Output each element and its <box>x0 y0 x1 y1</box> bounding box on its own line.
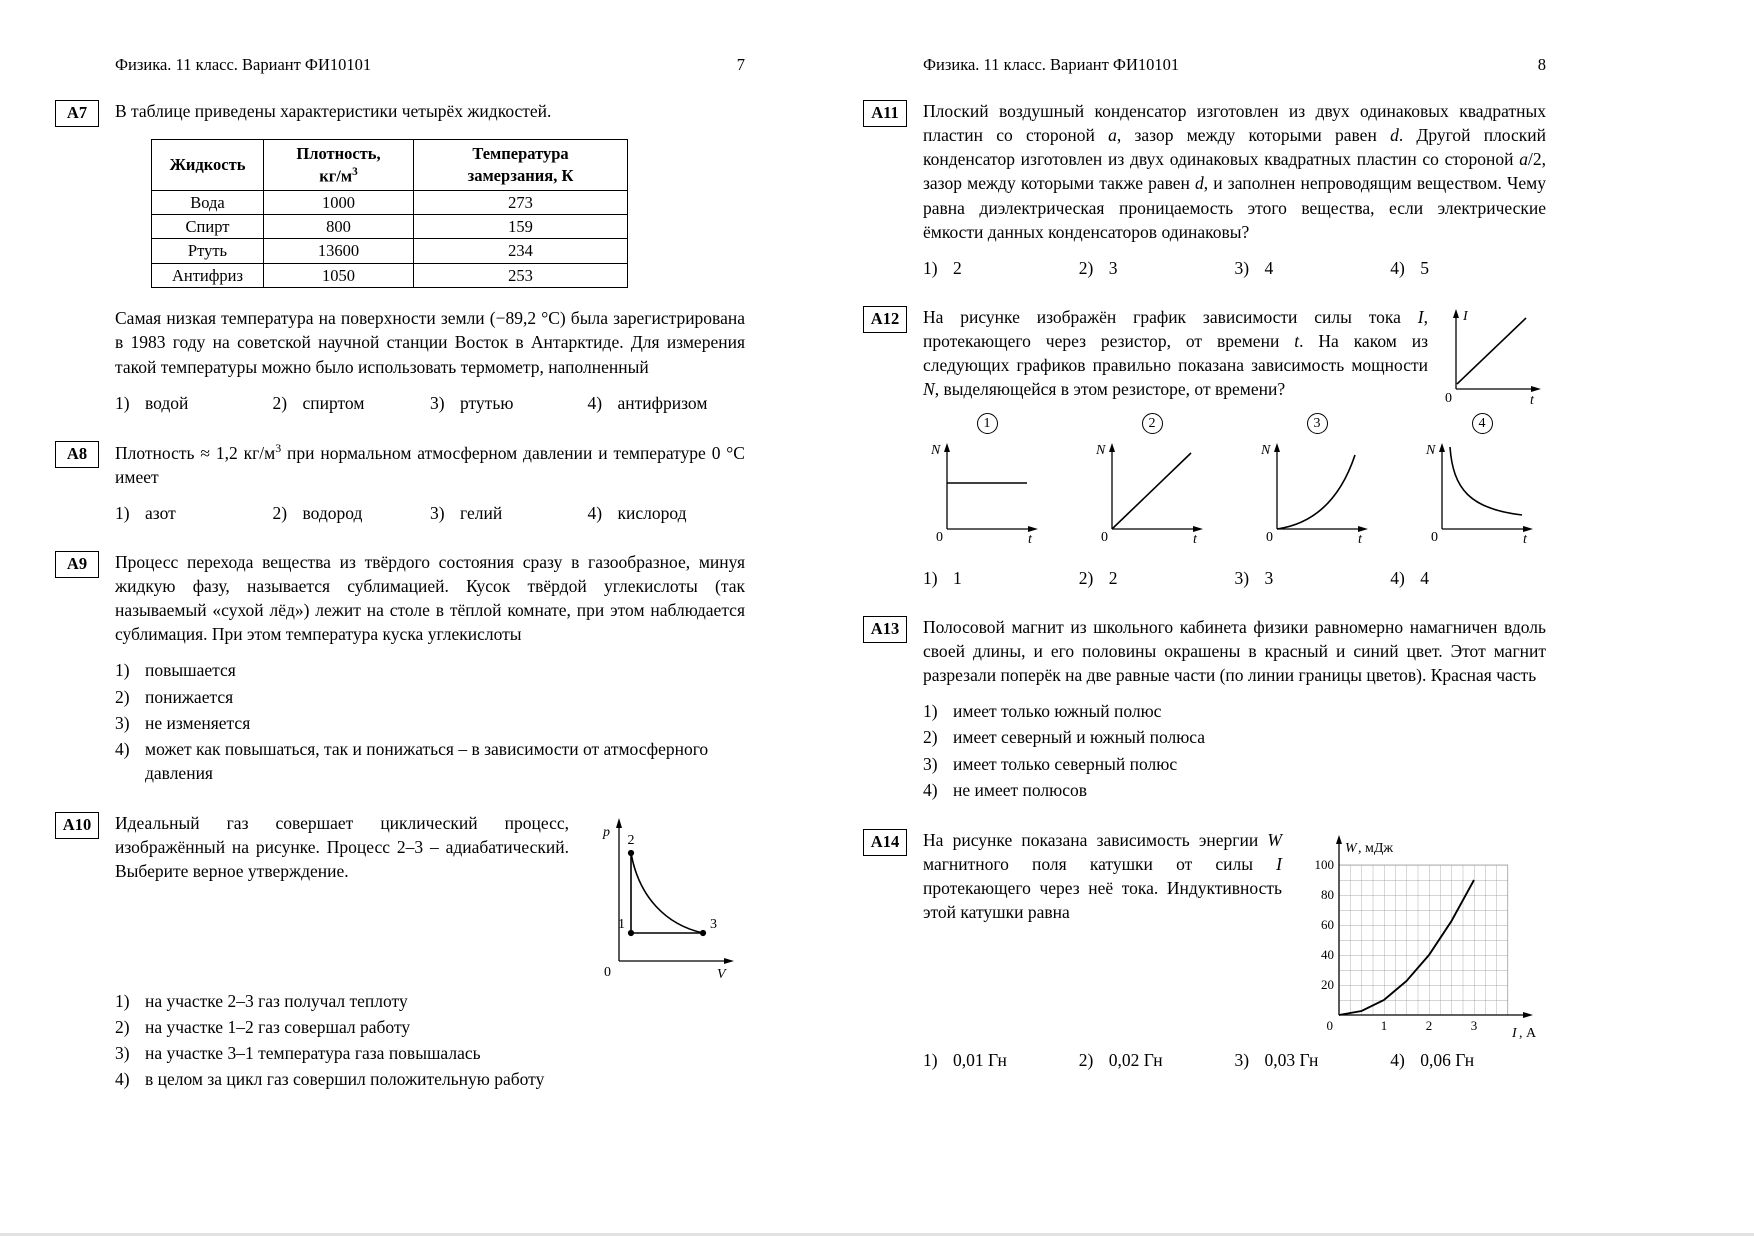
page-7-header-title: Физика. 11 класс. Вариант ФИ10101 <box>115 55 372 74</box>
question-a12-options <box>923 568 1546 589</box>
col-density-header: Плотность, $кг/м^3$ <box>264 140 414 190</box>
option: 2) на участке 1–2 газ совершал работу <box>115 1017 411 1038</box>
liquids-table <box>151 139 628 288</box>
option: 4) 0,06 Гн <box>1390 1049 1475 1070</box>
question-a12-tag: А12 <box>863 306 907 333</box>
pv-point-3 <box>700 930 706 936</box>
nt-x-axis-label: t <box>1358 531 1362 547</box>
nt-origin-label: 0 <box>1431 529 1438 545</box>
pv-x-axis-label: V <box>717 967 726 983</box>
question-a8-options <box>115 503 745 524</box>
w-x-axis-label-var: I <box>1512 1025 1517 1041</box>
question-a10-options <box>115 989 745 1092</box>
question-a8 <box>55 440 745 524</box>
nt-y-axis-label: N <box>1096 442 1106 458</box>
question-a9 <box>55 550 745 785</box>
a12-graph-2 <box>1088 413 1216 554</box>
option: 3) 3 <box>1234 567 1274 588</box>
w-y-axis-label-var: W <box>1345 840 1357 856</box>
pv-adiabat-2-3 <box>631 853 703 933</box>
w-x-axis-arrow <box>1523 1012 1533 1018</box>
y-tick-40: 40 <box>1321 946 1334 962</box>
page-7-header <box>55 55 745 75</box>
pv-y-axis-arrow <box>616 818 622 828</box>
page-8-header-title: Физика. 11 класс. Вариант ФИ10101 <box>923 55 1180 74</box>
pv-x-axis-arrow <box>724 958 734 964</box>
nt-graph-constant <box>929 437 1045 549</box>
nt-y-axis-label: N <box>1261 442 1271 458</box>
option: 2) водород <box>272 502 363 523</box>
graph-grid <box>1339 865 1508 1015</box>
it-origin-label: 0 <box>1445 390 1452 406</box>
question-a12-text: На рисунке изображён график зависимости силы тока I, протекающего через резистор, от времени t. На каком из следующих графиков правильно показана зависимость мощности N, выделяющейся в этом резисторе, от времени? <box>923 306 1428 400</box>
y-tick-60: 60 <box>1321 916 1334 932</box>
nt-y-axis-label: N <box>1426 442 1436 458</box>
page-7-number: 7 <box>736 55 745 74</box>
option: 1) имеет только южный полюс <box>923 701 1162 722</box>
option: 1) 0,01 Гн <box>923 1049 1007 1070</box>
question-a11-text: Плоский воздушный конденсатор изготовлен из двух одинаковых квадратных пластин со стороной a, зазор между которыми равен d. Другой плоский конденсатор изготовлен из двух одинаковых квадратных пластин со стороной a/2, зазор между которыми также равен d, и заполнен непроводящим веществом. Чему равна диэлектрическая проницаемость этого вещества, если электрические ёмкости данных конденсаторов одинаковы? <box>923 101 1546 242</box>
pv-origin-label: 0 <box>604 965 611 981</box>
option: 3) на участке 3–1 температура газа повышалась <box>115 1043 481 1064</box>
question-a7-paragraph: Самая низкая температура на поверхности земли (−89,2 °С) была зарегистрирована в 1983 году на советской научной станции Восток в Антарктиде. Для измерения такой температуры можно было использовать термометр, наполненный <box>115 308 745 377</box>
a12-answer-graphs <box>923 413 1546 554</box>
question-a11-tag: А11 <box>863 100 907 127</box>
question-a11 <box>863 99 1546 279</box>
question-a9-tag: А9 <box>55 551 99 578</box>
page-8-header <box>863 55 1546 75</box>
question-a10-tag: А10 <box>55 812 99 839</box>
page-7 <box>55 55 745 1092</box>
pv-point-3-label: 3 <box>710 917 717 933</box>
question-a14-options <box>923 1050 1546 1071</box>
question-a10-text: Идеальный газ совершает циклический процесс, изображённый на рисунке. Процесс 2–3 – адиабатический. Выберите верное утверждение. <box>115 813 569 882</box>
pv-point-2-label: 2 <box>627 833 635 849</box>
a12-graph-1 <box>923 413 1051 554</box>
a12-graph-4-number: 4 <box>1472 413 1493 434</box>
option: 1) азот <box>115 502 176 523</box>
page-8-number: 8 <box>1537 55 1546 74</box>
question-a14-text: На рисунке показана зависимость энергии W магнитного поля катушки от силы I протекающего через неё тока. Индуктивность этой катушки равна <box>923 829 1282 923</box>
question-a9-options <box>115 658 745 785</box>
option: 3) 0,03 Гн <box>1234 1049 1319 1070</box>
option: 2) понижается <box>115 686 234 707</box>
table-row: Вода 1000 273 <box>152 190 628 214</box>
question-a7 <box>55 99 745 414</box>
option: 1) 2 <box>923 257 962 278</box>
option: 3) ртутью <box>430 392 514 413</box>
page-8 <box>863 55 1546 1071</box>
question-a13-text: Полосовой магнит из школьного кабинета физики равномерно намагничен вдоль своей длины, и его половины окрашены в красный и синий цвет. Этот магнит разрезали поперёк на две равные части (по линии границы цветов). Красная часть <box>923 616 1546 686</box>
option: 3) гелий <box>430 502 503 523</box>
question-a10 <box>55 811 745 1092</box>
nt-graph-linear <box>1094 437 1210 549</box>
question-a14 <box>863 828 1546 1071</box>
x-tick-1: 1 <box>1380 1017 1388 1033</box>
x-tick-3: 3 <box>1470 1017 1478 1033</box>
question-a13-options <box>923 699 1546 802</box>
col-liquid-header: Жидкость <box>152 140 264 190</box>
it-line <box>1457 318 1526 384</box>
liquids-table-header-row <box>152 140 628 190</box>
x-tick-2: 2 <box>1425 1017 1433 1033</box>
a12-graph-4 <box>1418 413 1546 554</box>
table-row: Спирт 800 159 <box>152 214 628 238</box>
option: 1) на участке 2–3 газ получал теплоту <box>115 991 408 1012</box>
question-a13-tag: А13 <box>863 616 907 643</box>
nt-x-axis-label: t <box>1028 531 1032 547</box>
pv-y-axis-label: p <box>603 825 610 841</box>
option: 1) повышается <box>115 660 236 681</box>
option: 4) кислород <box>587 502 687 523</box>
option: 3) 4 <box>1234 257 1274 278</box>
nt-x-axis-label: t <box>1193 531 1197 547</box>
y-tick-80: 80 <box>1321 886 1334 902</box>
option: 4) не имеет полюсов <box>923 779 1087 800</box>
w-y-axis-label-unit: , мДж <box>1358 840 1394 856</box>
option: 2) 3 <box>1078 257 1118 278</box>
option: 2) спиртом <box>272 392 365 413</box>
current-time-graph <box>1442 305 1546 407</box>
question-a7-tag: А7 <box>55 100 99 127</box>
option: 1) 1 <box>923 567 962 588</box>
pv-point-1 <box>628 930 634 936</box>
it-y-axis-label: I <box>1463 308 1468 324</box>
col-temp-header: Температура замерзания, К <box>414 140 628 190</box>
a12-graph-2-number: 2 <box>1142 413 1163 434</box>
question-a9-text: Процесс перехода вещества из твёрдого состояния сразу в газообразное, минуя жидкую фазу, называется сублимацией. Кусок твёрдой углекислоты (так называемый «сухой лёд») лежит на столе в тёплой комнате, при этом наблюдается сублимация. При этом температура куска углекислоты <box>115 551 745 645</box>
energy-current-graph <box>1294 830 1546 1044</box>
nt-origin-label: 0 <box>1101 529 1108 545</box>
pv-point-1-label: 1 <box>618 917 625 933</box>
option: 1) водой <box>115 392 189 413</box>
option: 2) 2 <box>1078 567 1118 588</box>
w-y-axis-arrow <box>1336 835 1342 844</box>
w-x-axis-label-unit: , А <box>1519 1025 1537 1041</box>
it-y-axis-arrow <box>1453 309 1459 318</box>
option: 3) имеет только северный полюс <box>923 753 1178 774</box>
option: 2) имеет северный и южный полюса <box>923 727 1206 748</box>
a12-graph-3 <box>1253 413 1381 554</box>
question-a12 <box>863 305 1546 589</box>
nt-curve-linear <box>1112 453 1191 529</box>
table-row: Ртуть 13600 234 <box>152 239 628 263</box>
pv-point-2 <box>628 850 634 856</box>
option: 4) может как повышаться, так и понижаться – в зависимости от атмосферного давления <box>115 738 709 783</box>
page-bottom-edge <box>0 1233 1754 1236</box>
nt-origin-label: 0 <box>936 529 943 545</box>
pv-diagram <box>589 813 741 985</box>
option: 4) 4 <box>1390 567 1429 588</box>
question-a11-options <box>923 258 1546 279</box>
w-origin-label: 0 <box>1326 1017 1333 1033</box>
a12-graph-3-number: 3 <box>1307 413 1328 434</box>
nt-x-axis-label: t <box>1523 531 1527 547</box>
y-tick-20: 20 <box>1321 976 1334 992</box>
question-a14-tag: А14 <box>863 829 907 856</box>
nt-graph-quadratic <box>1259 437 1375 549</box>
nt-curve-quadratic <box>1277 455 1355 529</box>
option: 4) антифризом <box>587 392 708 413</box>
option: 2) 0,02 Гн <box>1078 1049 1163 1070</box>
question-a8-tag: А8 <box>55 441 99 468</box>
nt-y-axis-label: N <box>931 442 941 458</box>
question-a13 <box>863 615 1546 802</box>
option: 4) 5 <box>1390 257 1429 278</box>
y-tick-100: 100 <box>1314 856 1334 872</box>
question-a8-text: Плотность ≈ 1,2 $кг/м^3$ при нормальном атмосферном давлении и температуре 0 °С имеет <box>115 440 745 487</box>
nt-curve-decreasing <box>1450 447 1522 515</box>
option: 3) не изменяется <box>115 712 251 733</box>
table-row: Антифриз 1050 253 <box>152 263 628 287</box>
it-x-axis-label: t <box>1530 392 1534 407</box>
nt-origin-label: 0 <box>1266 529 1273 545</box>
it-x-axis-arrow <box>1531 386 1541 392</box>
option: 4) в целом за цикл газ совершил положительную работу <box>115 1069 545 1090</box>
a12-graph-1-number: 1 <box>977 413 998 434</box>
nt-graph-decreasing <box>1424 437 1540 549</box>
question-a7-intro: В таблице приведены характеристики четырёх жидкостей. <box>115 101 552 121</box>
question-a7-options <box>115 393 745 414</box>
